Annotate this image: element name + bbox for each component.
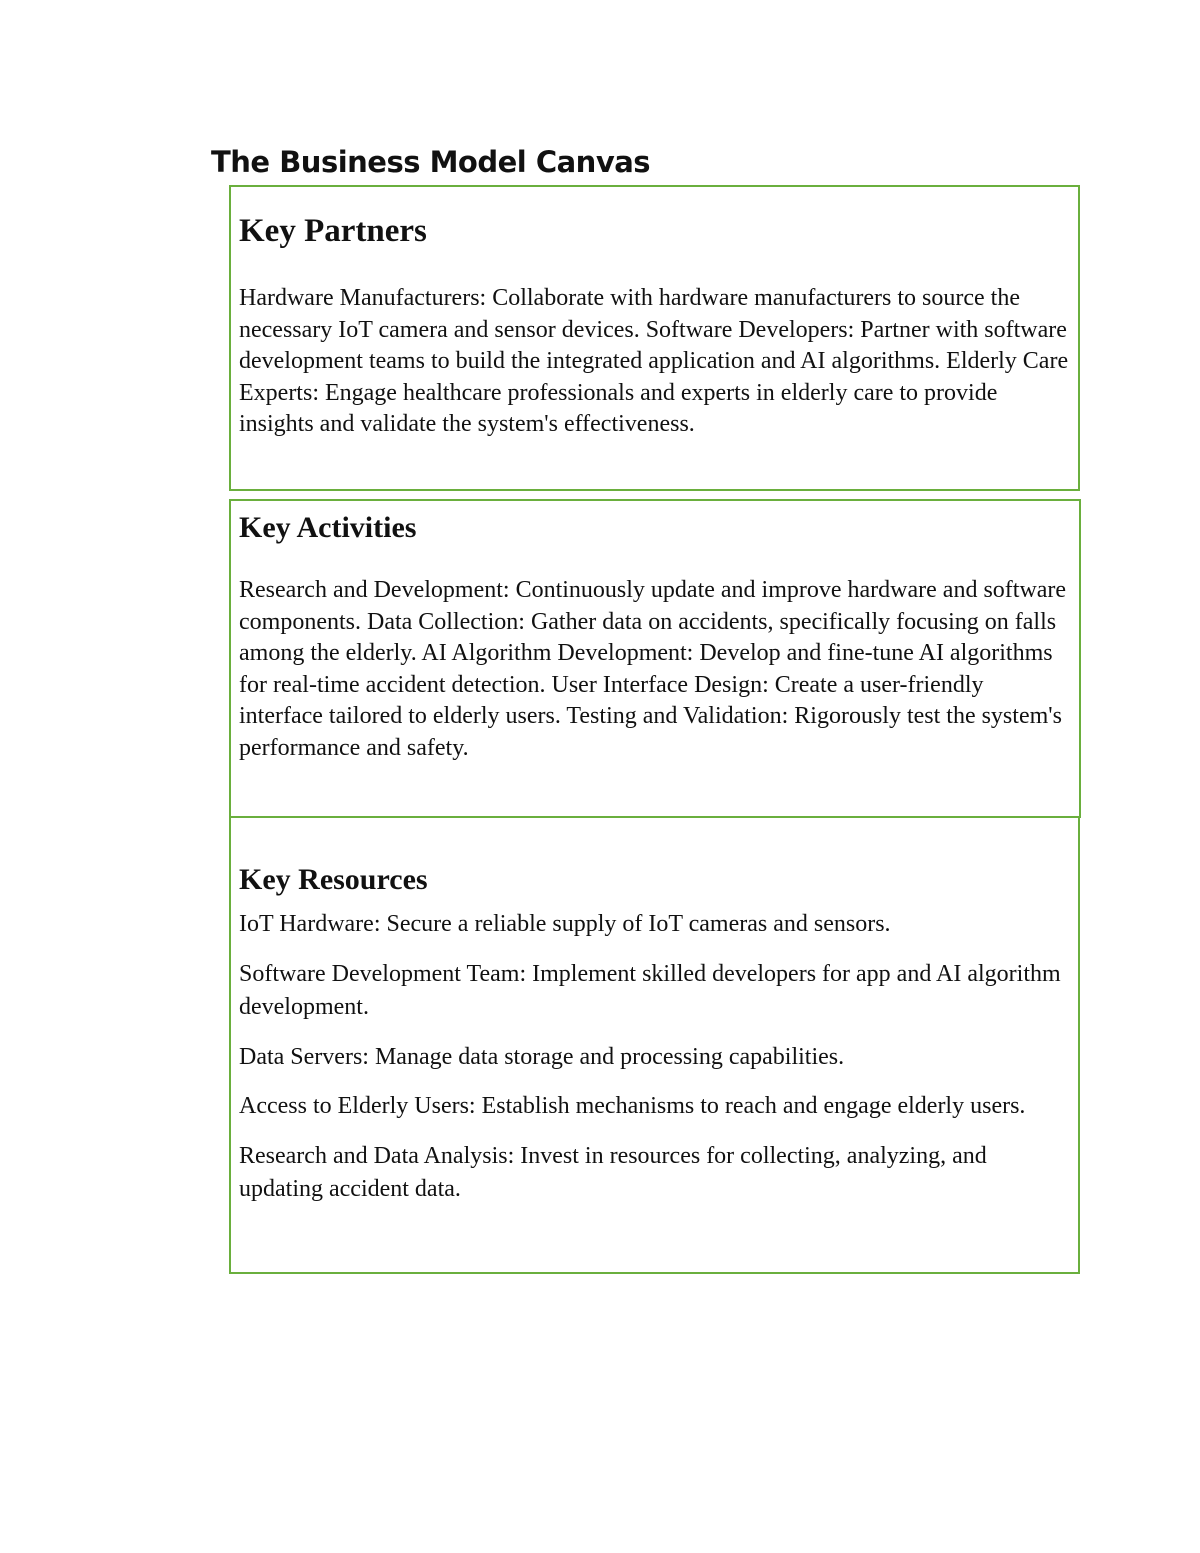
key-partners-section bbox=[229, 185, 1080, 491]
resource-software-team: Software Development Team: Implement skilled developers for app and AI algorithm development. bbox=[239, 960, 1061, 1020]
resource-research-analysis: Research and Data Analysis: Invest in resources for collecting, analyzing, and updating accident data. bbox=[239, 1142, 987, 1202]
key-activities-text: Research and Development: Continuously update and improve hardware and software components. Data Collection: Gather data on accidents, specifically focusing on falls among the elderly. AI Algorithm Development: Develop and fine-tune AI algorithms for real-time accident detection. User Interface Design: Create a user-friendly interface tailored to elderly users. Testing and Validation: Rigorously test the system's performance and safety. bbox=[239, 577, 1067, 761]
resource-data-servers: Data Servers: Manage data storage and processing capabilities. bbox=[239, 1043, 845, 1070]
key-resources-heading: Key Resources bbox=[239, 863, 428, 896]
key-resources-section bbox=[229, 816, 1080, 1274]
key-partners-text: Hardware Manufacturers: Collaborate with hardware manufacturers to source the necessary IoT camera and sensor devices. Software Developers: Partner with software development teams to build the integrated application and AI algorithms. Elderly Care Experts: Engage healthcare professionals and experts in elderly care to provide insights and validate the system's effectiveness. bbox=[239, 285, 1069, 437]
key-activities-section bbox=[229, 499, 1081, 818]
resource-elderly-access: Access to Elderly Users: Establish mechanisms to reach and engage elderly users. bbox=[239, 1093, 1026, 1119]
resource-iot-hardware: IoT Hardware: Secure a reliable supply of IoT cameras and sensors. bbox=[239, 911, 891, 937]
key-activities-heading: Key Activities bbox=[239, 511, 417, 544]
page-title: The Business Model Canvas bbox=[211, 145, 651, 179]
key-partners-heading: Key Partners bbox=[239, 213, 427, 249]
